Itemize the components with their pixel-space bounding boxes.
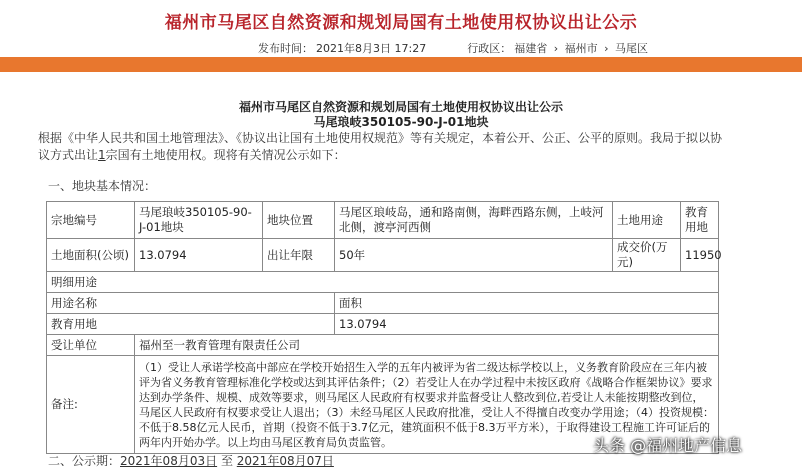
region-district[interactable]: 马尾区 [615, 42, 649, 55]
cell-value: 马尾琅岐350105-90-J-01地块 [135, 202, 263, 239]
period-end: 2021年08月07日 [236, 454, 334, 468]
cell-label: 备注: [47, 356, 135, 454]
cell-value: 马尾区琅岐岛，通和路南侧，海畔西路东侧，上岐河北侧，渡亭河西侧 [335, 202, 613, 239]
breadcrumb-separator: › [604, 42, 609, 55]
breadcrumb-separator: › [553, 42, 559, 55]
cell-label: 成交价(万元) [613, 239, 681, 272]
cell-label: 土地用途 [613, 202, 681, 239]
publish-time: 2021年8月3日 17:27 [316, 42, 427, 55]
cell-label: 出让年限 [263, 239, 335, 272]
period-label: 二、公示期： [48, 454, 121, 468]
publish-label: 发布时间： [258, 42, 313, 55]
cell-value: 13.0794 [135, 239, 263, 272]
cell-label: 土地面积(公顷) [47, 239, 135, 272]
period-start: 2021年08月03日 [120, 454, 218, 468]
intro-paragraph [38, 130, 723, 164]
parcel-info-table [46, 201, 722, 454]
cell-value: 11950 [681, 239, 719, 272]
table-row [47, 293, 719, 314]
section-heading: 一、地块基本情况： [48, 179, 157, 193]
region-city[interactable]: 福州市 [564, 42, 598, 55]
watermark: 头条 @福州地产信息 [593, 436, 743, 455]
table-row [47, 272, 719, 293]
table-row [47, 335, 719, 356]
region-label: 行政区： [467, 42, 512, 55]
table-row [47, 202, 719, 239]
intro-count: 1 [98, 148, 106, 162]
document-subtitle: 马尾琅岐350105-90-J-01地块 [313, 115, 489, 129]
publish-meta [258, 40, 651, 56]
cell-label: 宗地编号 [47, 202, 135, 239]
page-title: 福州市马尾区自然资源和规划局国有土地使用权协议出让公示 [164, 13, 638, 33]
region-province[interactable]: 福建省 [514, 42, 548, 55]
cell-value: （1）受让人承诺学校高中部应在学校开始招生入学的五年内被评为省二级达标学校以上，义务教育阶段应在三年内被评为省义务教育管理标准化学校或达到其评估条件；（2）若受让人在办学过程中未按区政府《战略合作框架协议》要求达到办学条件、规模、成效等要求，则马尾区人民政府有权要求并监督受让人整改到位,若受让人未能按期整改到位，马尾区人民政府有权要求受让人退出；（3）未经马尾区人民政府批准，受让人不得擅自改变办学用途；（4）投资规模：不低于8.58亿元人民币，首期（投资不低于3.7亿元，建筑面积不低于8.3万平方米），于取得建设工程施工许可证后的两年内开始办学。以上均由马尾区教育局负责监管。 [135, 356, 719, 454]
intro-text-a: 根据《中华人民共和国土地管理法》、《协议出让国有土地使用权规范》等有关规定，本着公开、公正、公平的原则。我局于拟以协议方式出让 [38, 131, 723, 162]
cell-label: 面积 [335, 293, 719, 314]
cell-label: 受让单位 [47, 335, 135, 356]
table-row [47, 314, 719, 335]
cell-value: 教育用地 [681, 202, 719, 239]
intro-text-b: 宗国有土地使用权。现将有关情况公示如下： [105, 148, 346, 162]
cell-label: 用途名称 [47, 293, 335, 314]
cell-value: 教育用地 [47, 314, 335, 335]
cell-value: 50年 [335, 239, 613, 272]
cell-value: 福州至一教育管理有限责任公司 [135, 335, 719, 356]
table-row [47, 239, 719, 272]
cell-label: 地块位置 [263, 202, 335, 239]
cell-label: 明细用途 [47, 272, 719, 293]
period-to: 至 [220, 454, 233, 468]
cell-value: 13.0794 [335, 314, 719, 335]
document-title: 福州市马尾区自然资源和规划局国有土地使用权协议出让公示 [238, 100, 563, 114]
publicity-period [48, 452, 334, 469]
header-divider-bar [0, 57, 802, 72]
